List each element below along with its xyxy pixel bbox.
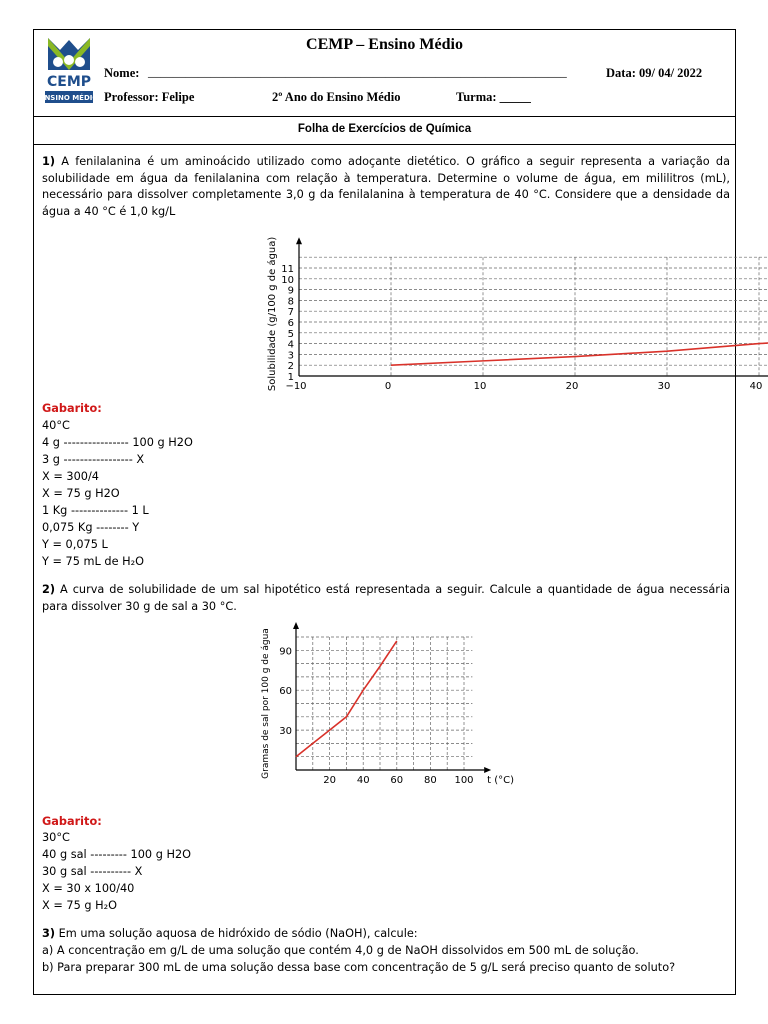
y-axis-arrow xyxy=(293,622,299,629)
answer-line: 30°C xyxy=(42,831,70,844)
y-tick-label: 8 xyxy=(287,296,294,308)
x-tick-label: −10 xyxy=(285,381,307,392)
y-tick-label: 7 xyxy=(287,307,294,319)
y-axis-label: Gramas de sal por 100 g de água xyxy=(261,628,271,779)
sheet-title-bar xyxy=(34,116,735,145)
answer-line: 0,075 Kg -------- Y xyxy=(42,521,140,534)
question-3 xyxy=(42,927,418,940)
question-2-text: A curva de solubilidade de um sal hipotético está representada a seguir. Calcule a quantidade de água necessária para dissolver 30 g de sal a 30 °C. xyxy=(42,583,731,613)
question-3-item-a: a) A concentração em g/L de uma solução que contém 4,0 g de NaOH dissolvidos em 500 mL de solução. xyxy=(42,944,639,957)
answer-line: X = 30 x 100/40 xyxy=(42,882,135,895)
professor-label: Professor: Felipe xyxy=(104,90,195,104)
turma-label: Turma: _____ xyxy=(456,90,531,104)
grade-label: 2º Ano do Ensino Médio xyxy=(272,90,401,104)
question-1 xyxy=(42,154,730,220)
answer-line: X = 300/4 xyxy=(42,470,99,483)
nome-line[interactable]: ___________________________________________________________________ xyxy=(148,65,567,79)
question-1-number: 1) xyxy=(42,155,56,168)
logo-subtext: ENSINO MÉDIO xyxy=(39,94,99,102)
x-axis-label: t (°C) xyxy=(487,775,515,786)
x-tick-label: 40 xyxy=(356,775,370,786)
x-tick-label: 20 xyxy=(323,775,336,786)
logo-text: CEMP xyxy=(46,74,92,90)
y-tick-label: 2 xyxy=(287,361,294,373)
chart-2-salt-solubility xyxy=(254,625,524,790)
answer-line: 40 g sal --------- 100 g H2O xyxy=(42,848,192,861)
question-3-item-b: b) Para preparar 300 mL de uma solução dessa base com concentração de 5 g/L será preciso quanto de soluto? xyxy=(42,961,676,974)
answer-line: X = 75 g H2O xyxy=(42,487,120,500)
y-tick-label: 6 xyxy=(287,318,294,329)
x-tick-label: 60 xyxy=(390,775,404,786)
question-3-text: Em uma solução aquosa de hidróxido de sódio (NaOH), calcule: xyxy=(58,927,418,940)
worksheet-page xyxy=(33,29,763,995)
chart-1-solubility xyxy=(229,220,763,392)
answer-line: Y = 75 mL de H₂O xyxy=(42,555,145,568)
answer-line: 3 g ----------------- X xyxy=(42,453,145,466)
answer-line: X = 75 g H₂O xyxy=(42,899,118,912)
school-title: CEMP – Ensino Médio xyxy=(306,36,463,53)
answer-line: 1 Kg -------------- 1 L xyxy=(42,504,149,517)
q2-gabarito-label: Gabarito: xyxy=(42,815,102,828)
answer-line: 4 g ---------------- 100 g H2O xyxy=(42,436,193,449)
question-3-number: 3) xyxy=(42,927,56,940)
y-tick-label: 5 xyxy=(287,328,294,340)
nome-label: Nome: xyxy=(104,66,140,80)
y-tick-label: 90 xyxy=(279,646,292,658)
x-tick-label: 20 xyxy=(565,381,579,392)
y-tick-label: 1 xyxy=(287,372,294,383)
x-tick-label: 40 xyxy=(749,381,763,392)
date-label: Data: 09/ 04/ 2022 xyxy=(606,66,703,80)
sheet-title: Folha de Exercícios de Química xyxy=(297,123,472,135)
question-2 xyxy=(42,582,730,615)
y-axis-label: Solubilidade (g/100 g de água) xyxy=(267,236,278,392)
y-tick-label: 9 xyxy=(287,285,294,297)
x-tick-label: 30 xyxy=(657,381,671,392)
y-tick-label: 11 xyxy=(281,264,294,275)
y-tick-label: 60 xyxy=(279,686,292,698)
y-axis-arrow xyxy=(296,237,302,244)
x-tick-label: 80 xyxy=(424,775,437,786)
x-tick-label: 100 xyxy=(454,775,474,786)
x-axis-arrow xyxy=(484,767,491,773)
question-2-number: 2) xyxy=(42,583,56,596)
x-tick-label: 10 xyxy=(473,381,487,392)
y-tick-label: 30 xyxy=(279,726,292,738)
y-tick-label: 4 xyxy=(287,339,294,351)
answer-line: 30 g sal ---------- X xyxy=(42,865,143,878)
header xyxy=(34,30,735,117)
answer-line: Y = 0,075 L xyxy=(42,538,108,551)
x-tick-label: 0 xyxy=(384,381,392,392)
y-tick-label: 10 xyxy=(281,274,294,286)
y-tick-label: 3 xyxy=(287,350,294,362)
question-1-text: A fenilalanina é um aminoácido utilizado como adoçante dietético. O gráfico a seguir representa a variação da solubilidade em água da fenilalanina com relação à temperatura. Determine o volume de água, em mililitros (mL), necessário para dissolver completamente 3,0 g da fenilalanina à temperatura de 40 °C. Considere que a densidade da água a 40 °C é 1,0 kg/L xyxy=(42,155,730,218)
q1-gabarito-label: Gabarito: xyxy=(42,402,102,415)
answer-line: 40°C xyxy=(42,419,70,432)
